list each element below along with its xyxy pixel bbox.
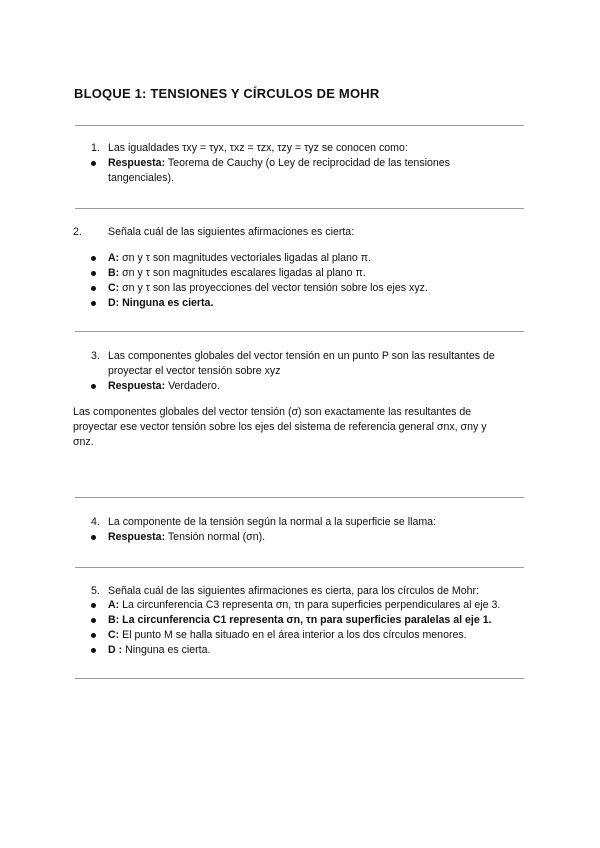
- q2-option-d-label: D:: [108, 297, 120, 309]
- q1-answer-label: Respuesta:: [108, 157, 166, 169]
- q3-explanation: σnz.: [73, 436, 94, 448]
- q3-text-cont: proyectar el vector tensión sobre xyz: [108, 365, 281, 377]
- q5-option-b-text: La circunferencia C1 representa σn, τn para superficies paralelas al eje 1.: [122, 614, 492, 626]
- q2-option-d: [108, 296, 213, 310]
- q3-answer: [108, 379, 220, 393]
- q4-answer: [108, 530, 265, 544]
- q4-text: La componente de la tensión según la normal a la superficie se llama:: [108, 516, 437, 528]
- q2-option-b: [108, 266, 366, 280]
- q4-answer-text: Tensión normal (σn).: [167, 531, 266, 543]
- q2-option-a: [108, 251, 371, 265]
- q5-option-c-label: C:: [108, 629, 120, 641]
- q5-option-d-label: D :: [108, 644, 123, 656]
- bullet-icon: [91, 301, 96, 306]
- q2-option-a-text: σn y τ son magnitudes vectoriales ligadas al plano π.: [122, 252, 372, 264]
- bullet-icon: [91, 648, 96, 653]
- q1-answer-text: Teorema de Cauchy (o Ley de reciprocidad de las tensiones: [167, 157, 450, 169]
- divider: [75, 331, 524, 332]
- q4-number: 4.: [91, 516, 100, 528]
- bullet-icon: [91, 271, 96, 276]
- divider: [75, 208, 524, 209]
- q3-answer-text: Verdadero.: [168, 380, 220, 392]
- q5-option-d: [108, 643, 210, 657]
- q2-option-d-text: Ninguna es cierta.: [122, 297, 214, 309]
- q3-explanation: proyectar ese vector tensión sobre los ejes del sistema de referencia general σnx, σny y: [73, 421, 487, 433]
- q5-option-d-text: Ninguna es cierta.: [125, 644, 211, 656]
- divider: [75, 678, 524, 679]
- q2-option-a-label: A:: [108, 252, 120, 264]
- bullet-icon: [91, 384, 96, 389]
- q5-option-b: [108, 613, 492, 627]
- bullet-icon: [91, 633, 96, 638]
- q5-text: Señala cuál de las siguientes afirmaciones es cierta, para los círculos de Mohr:: [108, 585, 479, 597]
- q5-option-a-text: La circunferencia C3 representa σn, τn para superficies perpendiculares al eje 3.: [122, 599, 501, 611]
- q3-number: 3.: [91, 350, 100, 362]
- q1-answer-cont: tangenciales).: [108, 172, 174, 184]
- bullet-icon: [91, 603, 96, 608]
- page-title: BLOQUE 1: TENSIONES Y CÍRCULOS DE MOHR: [74, 86, 380, 101]
- bullet-icon: [91, 256, 96, 261]
- divider: [75, 125, 524, 126]
- q2-text: Señala cuál de las siguientes afirmaciones es cierta:: [108, 226, 355, 238]
- q2-number: 2.: [73, 226, 82, 238]
- q2-option-c-text: σn y τ son las proyecciones del vector tensión sobre los ejes xyz.: [122, 282, 428, 294]
- divider: [75, 497, 524, 498]
- q2-option-c-label: C:: [108, 282, 120, 294]
- q1-text: Las igualdades τxy = τyx, τxz = τzx, τzy = τyz se conocen como:: [108, 142, 408, 154]
- q3-explanation: Las componentes globales del vector tensión (σ) son exactamente las resultantes de: [73, 406, 472, 418]
- q1-number: 1.: [91, 142, 100, 154]
- q2-option-b-label: B:: [108, 267, 120, 279]
- q3-text: Las componentes globales del vector tensión en un punto P son las resultantes de: [108, 350, 495, 362]
- q5-option-b-label: B:: [108, 614, 120, 626]
- q4-answer-label: Respuesta:: [108, 531, 166, 543]
- q3-answer-label: Respuesta:: [108, 380, 166, 392]
- q5-option-a-label: A:: [108, 599, 120, 611]
- bullet-icon: [91, 618, 96, 623]
- bullet-icon: [91, 286, 96, 291]
- bullet-icon: [91, 535, 96, 540]
- q2-option-b-text: σn y τ son magnitudes escalares ligadas al plano π.: [122, 267, 366, 279]
- q2-option-c: [108, 281, 428, 295]
- q5-option-c: [108, 628, 467, 642]
- q5-option-a: [108, 598, 500, 612]
- q5-option-c-text: El punto M se halla situado en el área interior a los dos círculos menores.: [122, 629, 467, 641]
- q5-number: 5.: [91, 585, 100, 597]
- divider: [75, 567, 524, 568]
- q1-answer: [108, 156, 450, 170]
- bullet-icon: [91, 161, 96, 166]
